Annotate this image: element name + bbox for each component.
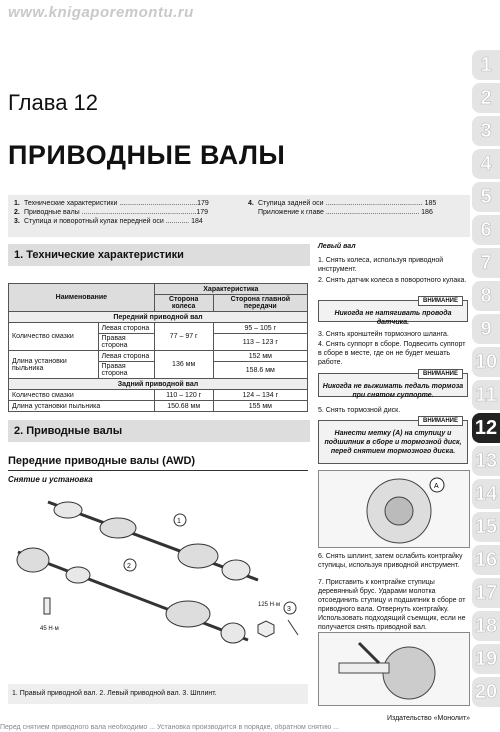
toc-item[interactable]: Приложение к главе ................................................ 186 <box>258 209 433 216</box>
table-row: Правая сторона 158.6 мм <box>9 362 308 379</box>
toc-item[interactable]: 2. Приводные валы ...........................................................179 <box>14 209 209 216</box>
chapter-tab-15[interactable]: 15 <box>472 512 500 542</box>
spec-table <box>8 283 308 412</box>
table-row: Количество смазки 110 – 120 г 124 – 134 г <box>9 390 308 401</box>
step-text: 6. Снять шплинт, затем ослабить контргайку ступицы, используя приводной инструмент. <box>318 553 463 569</box>
subsection-heading: Передние приводные валы (AWD) <box>8 455 196 467</box>
table-subheader: Передний приводной вал <box>9 312 308 323</box>
chapter-tab-20[interactable]: 20 <box>472 677 500 707</box>
chapter-tab-17[interactable]: 17 <box>472 578 500 608</box>
warning-label: ВНИМАНИЕ <box>418 416 463 426</box>
toc-item[interactable]: 4. Ступица задней оси .................................................. 185 <box>248 200 437 207</box>
warning-box: ВНИМАНИЕ Нанести метку (А) на ступицу и подшипник в сборе и тормозной диск, перед снятием тормозного диска. <box>318 420 468 464</box>
table-header: Сторона колеса <box>154 295 213 312</box>
step-text: 4. Снять суппорт в сборе. Подвесить суппорт в сборе в месте, где он не будет мешать работе. <box>318 341 466 366</box>
mark-label: A <box>434 483 439 490</box>
table-of-contents <box>8 195 470 237</box>
toc-item[interactable]: 1. Технические характеристики ........................................179 <box>14 200 209 207</box>
watermark: www.knigaporemontu.ru <box>8 4 194 21</box>
table-row: Количество смазки Левая сторона 77 – 97 г 95 – 105 г <box>9 323 308 334</box>
step-text: 2. Снять датчик колеса в поворотного кулака. <box>318 277 467 284</box>
chapter-tab-3[interactable]: 3 <box>472 116 500 146</box>
warning-label: ВНИМАНИЕ <box>418 369 463 379</box>
section-heading-specs: 1. Технические характеристики <box>8 244 310 266</box>
figure-caption: 1. Правый приводной вал. 2. Левый приводной вал. 3. Шплинт. <box>8 684 308 704</box>
torque-label: 125 Н·м <box>258 602 281 608</box>
chapter-tabs <box>472 50 500 710</box>
table-subheader: Задний приводной вал <box>9 379 308 390</box>
warning-box: ВНИМАНИЕ Никогда не выжимать педаль тормоза при снятом суппорте. <box>318 373 468 397</box>
torque-label: 45 Н·м <box>40 626 59 632</box>
right-column-heading: Левый вал <box>318 243 356 250</box>
section-heading-driveshafts: 2. Приводные валы <box>8 420 310 442</box>
chapter-tab-8[interactable]: 8 <box>472 281 500 311</box>
table-header: Сторона главной передачи <box>213 295 307 312</box>
chapter-tab-12[interactable]: 12 <box>472 413 500 443</box>
chapter-tab-9[interactable]: 9 <box>472 314 500 344</box>
chapter-tab-6[interactable]: 6 <box>472 215 500 245</box>
chapter-tab-13[interactable]: 13 <box>472 446 500 476</box>
table-row: Длина установки пыльника 150.68 мм 155 мм <box>9 401 308 412</box>
brake-disc-illustration <box>318 470 470 548</box>
step-text: 7. Приставить к контргайке ступицы деревянный брус. Ударами молотка отсоединить ступицу и подшипник в сборе от приводного вала. Отвернуть контргайку. Использовать подходящий съемщик, если не получается снять приводной вал. <box>318 579 466 631</box>
divider <box>8 470 308 471</box>
step-text: 3. Снять кронштейн тормозного шланга. <box>318 331 449 338</box>
table-header: Наименование <box>9 284 155 312</box>
chapter-tab-19[interactable]: 19 <box>472 644 500 674</box>
warning-box: ВНИМАНИЕ Никогда не натягивать провода датчика. <box>318 300 468 322</box>
table-row: Длина установки пыльника Левая сторона 136 мм 152 мм <box>9 351 308 362</box>
cut-off-text: Перед снятием приводного вала необходимо ... Установка производится в порядке, обратном снятию ... <box>0 724 340 731</box>
hub-removal-illustration <box>318 632 470 706</box>
chapter-number: Глава 12 <box>8 90 99 115</box>
chapter-tab-16[interactable]: 16 <box>472 545 500 575</box>
step-text: 1. Снять колеса, используя приводной инструмент. <box>318 257 444 273</box>
chapter-tab-18[interactable]: 18 <box>472 611 500 641</box>
toc-item[interactable]: 3. Ступица и поворотный кулак передней оси ............ 184 <box>14 218 203 225</box>
chapter-tab-7[interactable]: 7 <box>472 248 500 278</box>
chapter-tab-14[interactable]: 14 <box>472 479 500 509</box>
chapter-tab-10[interactable]: 10 <box>472 347 500 377</box>
chapter-tab-4[interactable]: 4 <box>472 149 500 179</box>
callout-2: 2 <box>127 563 131 570</box>
chapter-tab-2[interactable]: 2 <box>472 83 500 113</box>
procedure-heading: Снятие и установка <box>8 475 93 484</box>
step-text: 5. Снять тормозной диск. <box>318 407 401 414</box>
driveshaft-diagram <box>8 490 308 680</box>
table-row: Правая сторона 113 – 123 г <box>9 334 308 351</box>
publisher-footer: Издательство «Монолит» <box>386 715 470 722</box>
table-header: Характеристика <box>154 284 307 295</box>
chapter-tab-1[interactable]: 1 <box>472 50 500 80</box>
callout-3: 3 <box>287 606 291 613</box>
callout-1: 1 <box>177 518 181 525</box>
chapter-tab-11[interactable]: 11 <box>472 380 500 410</box>
page-title: ПРИВОДНЫЕ ВАЛЫ <box>8 140 286 170</box>
warning-label: ВНИМАНИЕ <box>418 296 463 306</box>
chapter-tab-5[interactable]: 5 <box>472 182 500 212</box>
